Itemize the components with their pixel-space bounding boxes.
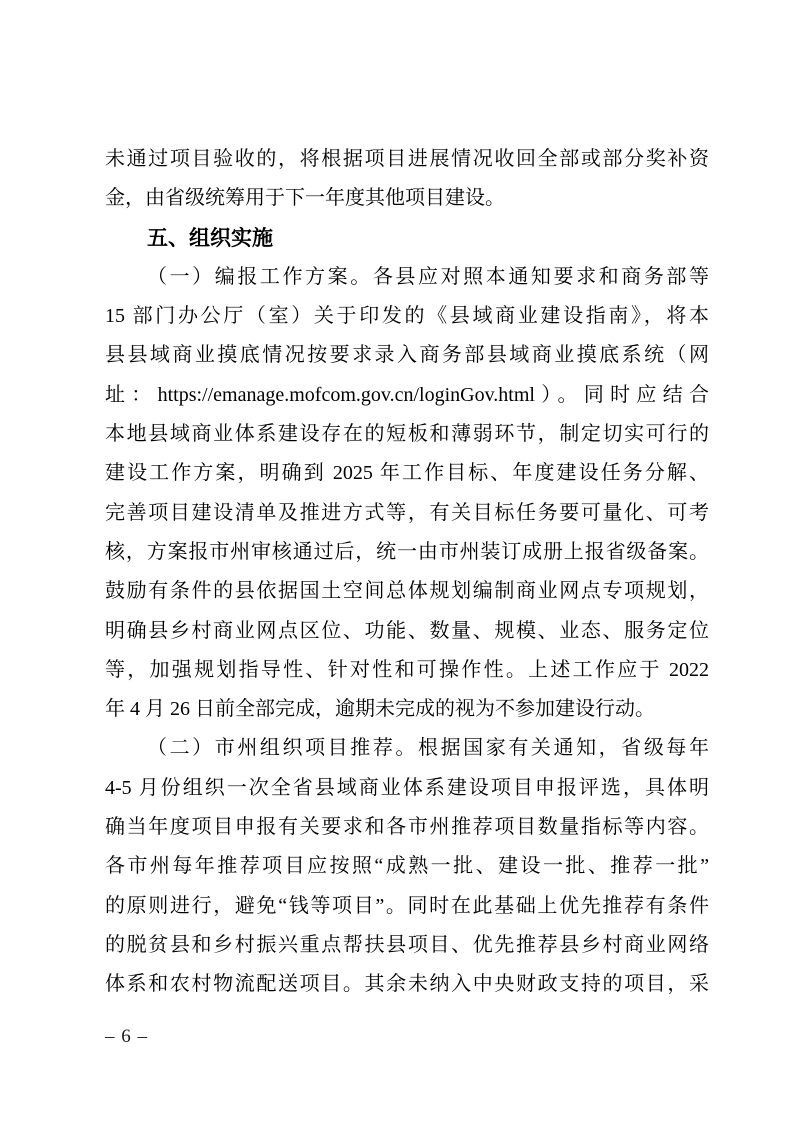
text-line: 体系和农村物流配送项目。其余未纳入中央财政支持的项目，采 xyxy=(105,973,709,996)
text-line: 4-5 月份组织一次全省县域商业体系建设项目申报评选，具体明 xyxy=(105,776,709,799)
text-line: 完善项目建设清单及推进方式等，有关目标任务要可量化、可考 xyxy=(105,501,709,524)
document-body xyxy=(105,140,709,1005)
text-line: 的原则进行，避免“钱等项目”。同时在此基础上优先推荐有条件 xyxy=(105,894,709,917)
section-heading: 五、组织实施 xyxy=(147,226,273,250)
text-line: 县县域商业摸底情况按要求录入商务部县域商业摸底系统（网 xyxy=(105,344,709,367)
text-line: 确当年度项目申报有关要求和各市州推荐项目数量指标等内容。 xyxy=(105,816,709,839)
text-line: 等，加强规划指导性、针对性和可操作性。上述工作应于 2022 xyxy=(105,658,709,681)
page-number: – 6 – xyxy=(105,1026,148,1047)
text-line: 鼓励有条件的县依据国土空间总体规划编制商业网点专项规划， xyxy=(105,580,709,603)
text-line: 各市州每年推荐项目应按照“成熟一批、建设一批、推荐一批” xyxy=(105,855,709,878)
text-line: 明确县乡村商业网点区位、功能、数量、规模、业态、服务定位 xyxy=(105,619,709,642)
text-line: 15 部门办公厅（室）关于印发的《县域商业建设指南》，将本 xyxy=(105,305,709,328)
text-line: 址：https://emanage.mofcom.gov.cn/loginGov.html）。同时应结合 xyxy=(105,383,709,406)
text-line: （一）编报工作方案。各县应对照本通知要求和商务部等 xyxy=(147,265,709,288)
text-line: 金，由省级统筹用于下一年度其他项目建设。 xyxy=(105,187,505,210)
text-line: 未通过项目验收的，将根据项目进展情况收回全部或部分奖补资 xyxy=(105,148,709,170)
text-line: 本地县域商业体系建设存在的短板和薄弱环节，制定切实可行的 xyxy=(105,423,709,446)
text-line: 的脱贫县和乡村振兴重点帮扶县项目、优先推荐县乡村商业网络 xyxy=(105,933,709,956)
text-line: 核，方案报市州审核通过后，统一由市州装订成册上报省级备案。 xyxy=(105,540,709,563)
text-line: （二）市州组织项目推荐。根据国家有关通知，省级每年 xyxy=(147,737,709,760)
text-line: 年 4 月 26 日前全部完成，逾期未完成的视为不参加建设行动。 xyxy=(105,698,655,721)
text-line: 建设工作方案，明确到 2025 年工作目标、年度建设任务分解、 xyxy=(105,462,709,485)
